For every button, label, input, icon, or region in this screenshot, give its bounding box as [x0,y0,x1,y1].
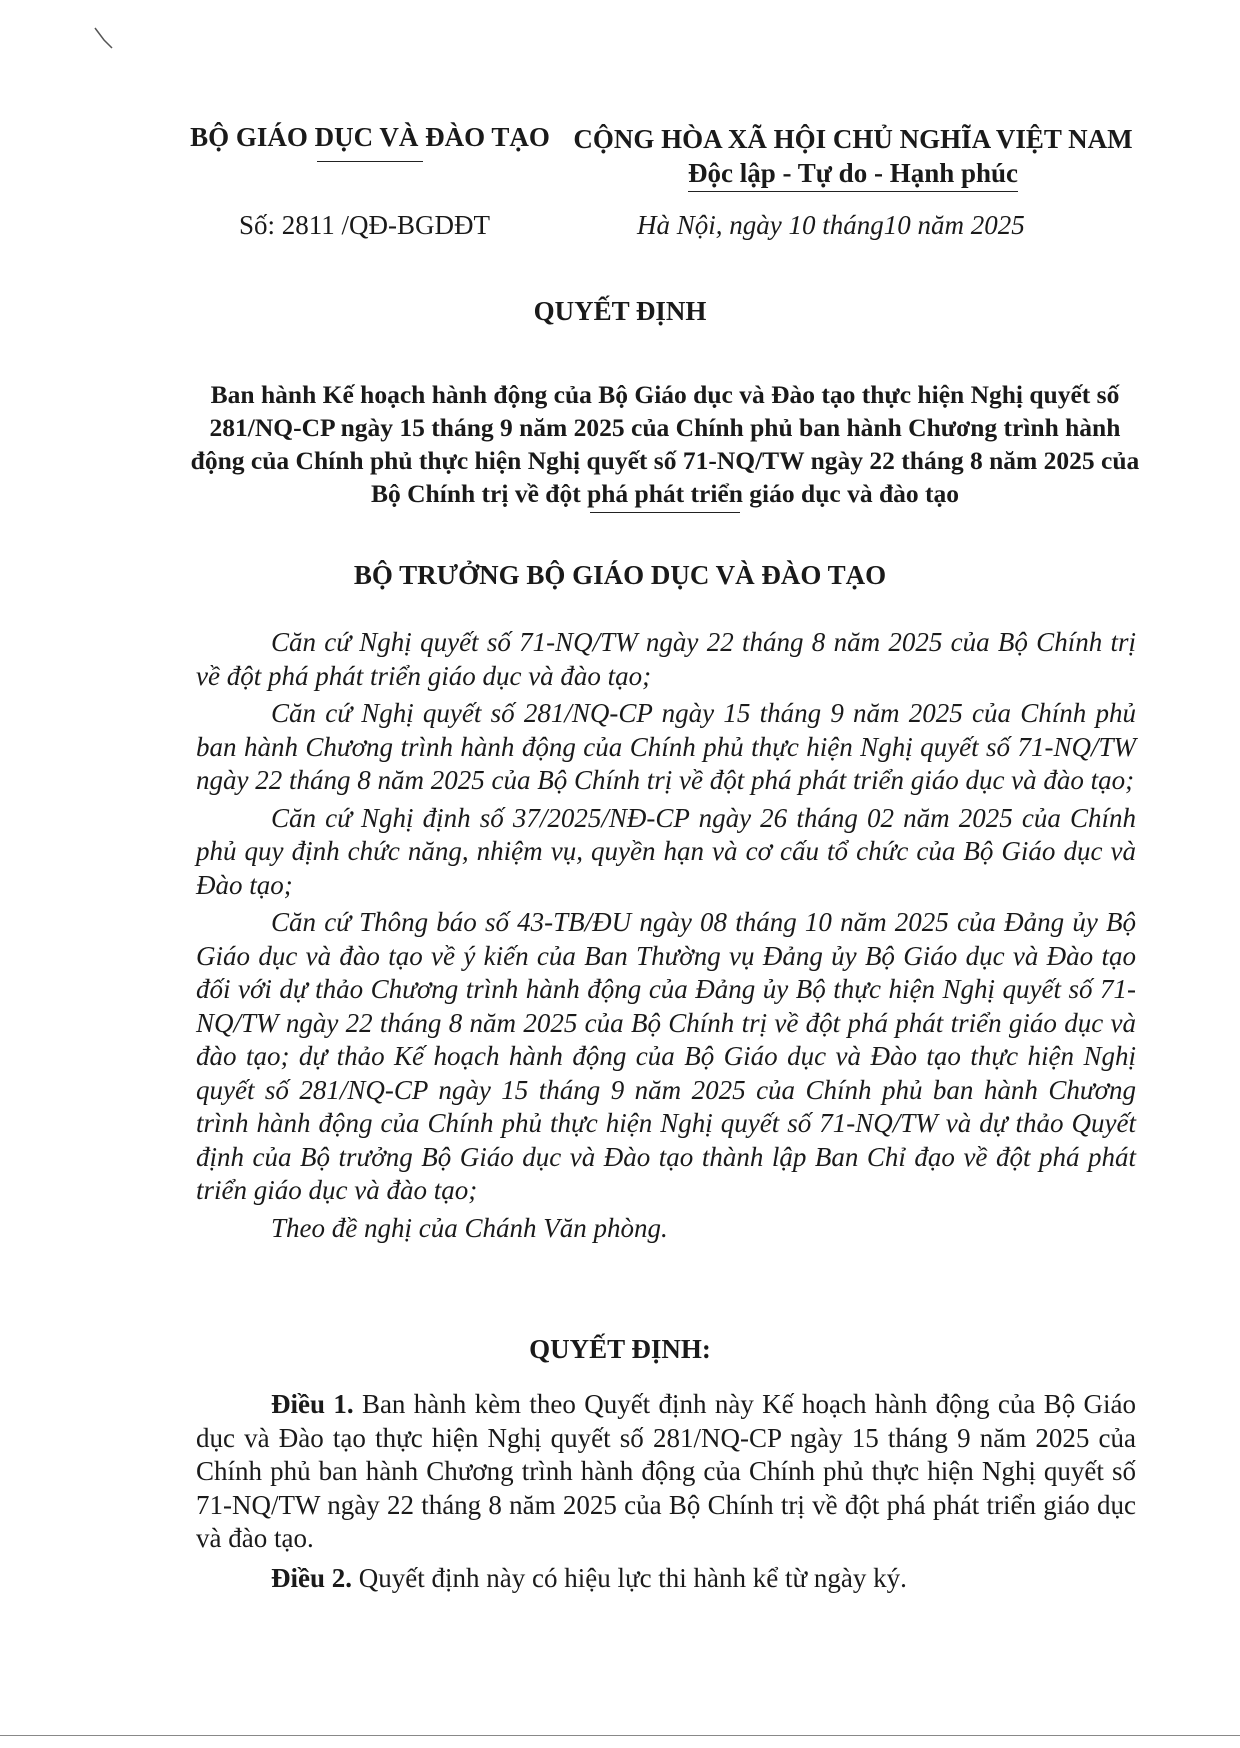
document-subtitle: Ban hành Kế hoạch hành động của Bộ Giáo dục và Đào tạo thực hiện Nghị quyết số 281/NQ-CP ngày 15 tháng 9 năm 2025 của Chính phủ ban hành Chương trình hành động của Chính phủ thực hiện Nghị quyết số 71-NQ/TW ngày 22 tháng 8 năm 2025 của Bộ Chính trị về đột phá phát triển giáo dục và đào tạo [190,380,1140,508]
article-text: Quyết định này có hiệu lực thi hành kể từ ngày ký. [358,1562,907,1593]
document-number: Số: 2811 /QĐ-BGDĐT [239,210,491,240]
legal-basis-item: Căn cứ Nghị định số 37/2025/NĐ-CP ngày 26 tháng 02 năm 2025 của Chính phủ quy định chức năng, nhiệm vụ, quyền hạn và cơ cấu tổ chức của Bộ Giáo dục và Đào tạo; [196,802,1136,900]
subtitle-underline [590,512,740,513]
national-motto: Độc lập - Tự do - Hạnh phúc [688,156,1018,192]
issuing-authority: BỘ TRƯỞNG BỘ GIÁO DỤC VÀ ĐÀO TẠO [353,560,887,590]
ministry-header [190,122,550,162]
scan-bottom-edge [0,1735,1240,1736]
legal-bases [196,626,1136,1249]
document-subtitle-block [190,378,1140,513]
scan-artifact-mark [92,24,116,54]
article-label: Điều 1. [271,1389,354,1419]
decision-heading: QUYẾT ĐỊNH: [529,1334,711,1364]
document-date: Hà Nội, ngày 10 tháng10 năm 2025 [637,210,1025,240]
national-header [568,122,1138,192]
legal-basis-item: Căn cứ Nghị quyết số 71-NQ/TW ngày 22 tháng 8 năm 2025 của Bộ Chính trị về đột phá phát triển giáo dục và đào tạo; [196,627,1136,691]
article-label: Điều 2. [271,1562,352,1593]
document-title: QUYẾT ĐỊNH [533,296,707,326]
legal-basis-item: Căn cứ Thông báo số 43-TB/ĐU ngày 08 tháng 10 năm 2025 của Đảng ủy Bộ Giáo dục và đào tạo về ý kiến của Ban Thường vụ Đảng ủy Bộ Giáo dục và Đào tạo đối với dự thảo Chương trình hành động của Đảng ủy Bộ thực hiện Nghị quyết số 71-NQ/TW ngày 22 tháng 8 năm 2025 của Bộ Chính trị về đột phá phát triển giáo dục và đào tạo; dự thảo Kế hoạch hành động của Bộ Giáo dục và Đào tạo thực hiện Nghị quyết số 281/NQ-CP ngày 15 tháng 9 năm 2025 của Chính phủ ban hành Chương trình hành động của Chính phủ thực hiện Nghị quyết số 71-NQ/TW và dự thảo Quyết định của Bộ trưởng Bộ Giáo dục và Đào tạo thành lập Ban Chỉ đạo về đột phá phát triển giáo dục và đào tạo; [196,907,1136,1205]
legal-basis-item: Theo đề nghị của Chánh Văn phòng. [271,1212,668,1243]
articles [196,1388,1136,1601]
article-text: Ban hành kèm theo Quyết định này Kế hoạch hành động của Bộ Giáo dục và Đào tạo thực hiện Nghị quyết số 281/NQ-CP ngày 15 tháng 9 năm 2025 của Chính phủ ban hành Chương trình hành động của Chính phủ thực hiện Nghị quyết số 71-NQ/TW ngày 22 tháng 8 năm 2025 của Bộ Chính trị về đột phá phát triển giáo dục và đào tạo. [196,1389,1137,1553]
ministry-name: BỘ GIÁO DỤC VÀ ĐÀO TẠO [190,122,550,152]
legal-basis-item: Căn cứ Nghị quyết số 281/NQ-CP ngày 15 tháng 9 năm 2025 của Chính phủ ban hành Chương trình hành động của Chính phủ thực hiện Nghị quyết số 71-NQ/TW ngày 22 tháng 8 năm 2025 của Bộ Chính trị về đột phá phát triển giáo dục và đào tạo; [196,698,1136,795]
country-name: CỘNG HÒA XÃ HỘI CHỦ NGHĨA VIỆT NAM [573,124,1133,154]
ministry-underline [317,161,423,162]
article-item [196,1562,1136,1596]
article-item [196,1388,1136,1556]
